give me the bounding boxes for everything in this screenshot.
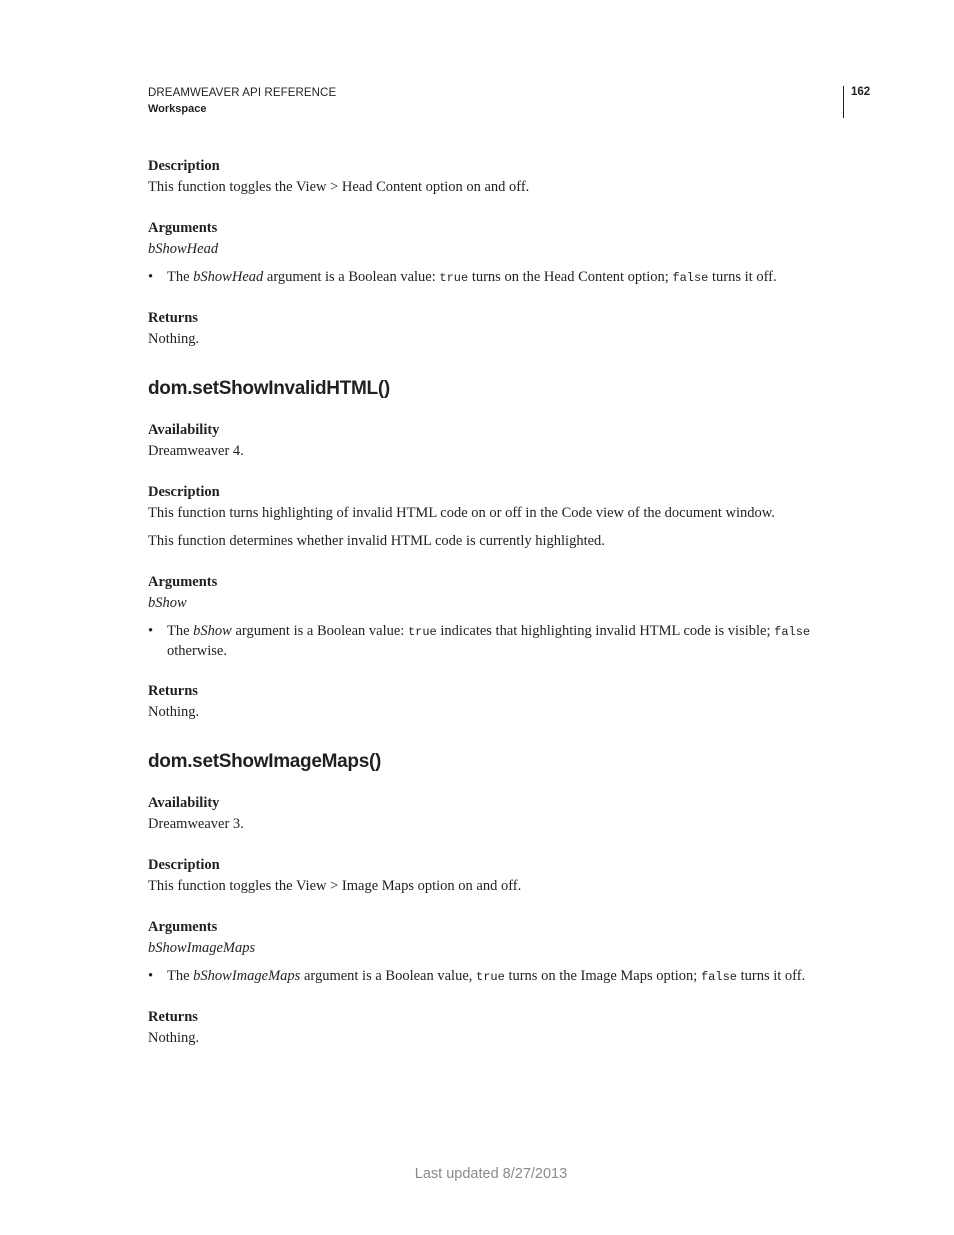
description-text: This function toggles the View > Image Maps option on and off.: [148, 878, 522, 894]
bullet-lead: The: [167, 623, 190, 639]
function-heading: dom.setShowInvalidHTML(): [148, 378, 390, 399]
page-number: 162: [851, 86, 871, 98]
argument-bullet: [148, 622, 838, 661]
description-text: This function turns highlighting of invalid HTML code on or off in the Code view of the document window.: [148, 505, 775, 521]
bullet-mark: •: [148, 623, 154, 639]
argument-name: bShowHead: [148, 241, 219, 257]
bullet-lead: The: [167, 968, 190, 984]
argument-bullet: [148, 268, 838, 288]
description-text: This function determines whether invalid HTML code is currently highlighted.: [148, 533, 605, 549]
bullet-arg: bShowImageMaps: [193, 968, 301, 984]
argument-bullet: [148, 967, 838, 987]
bullet-mark: •: [148, 968, 154, 984]
arguments-label: Arguments: [148, 220, 218, 236]
argument-name: bShow: [148, 595, 187, 611]
availability-label: Availability: [148, 795, 220, 811]
bullet-text: turns it off.: [736, 968, 806, 984]
arguments-label: Arguments: [148, 574, 218, 590]
bullet-arg: bShow: [193, 623, 232, 639]
argument-name: bShowImageMaps: [148, 940, 256, 956]
availability-text: Dreamweaver 3.: [148, 816, 244, 832]
description-text: This function toggles the View > Head Content option on and off.: [148, 179, 530, 195]
bullet-lead: The: [167, 269, 190, 285]
header-divider: [843, 86, 844, 118]
bullet-text: argument is a Boolean value:: [263, 269, 440, 285]
bullet-text: turns it off.: [708, 269, 777, 285]
code-false: false: [774, 625, 811, 639]
code-true: true: [476, 970, 505, 984]
availability-label: Availability: [148, 422, 220, 438]
returns-label: Returns: [148, 1009, 198, 1025]
bullet-arg: bShowHead: [193, 269, 264, 285]
code-false: false: [700, 970, 737, 984]
description-label: Description: [148, 158, 220, 174]
arguments-label: Arguments: [148, 919, 218, 935]
code-true: true: [407, 625, 437, 639]
returns-label: Returns: [148, 310, 198, 326]
bullet-mark: •: [148, 269, 154, 285]
code-false: false: [672, 271, 709, 285]
last-updated-footer: Last updated 8/27/2013: [414, 1166, 568, 1182]
function-heading: dom.setShowImageMaps(): [148, 751, 382, 772]
description-label: Description: [148, 857, 220, 873]
running-header-section: Workspace: [148, 103, 207, 115]
bullet-text: turns on the Image Maps option;: [504, 968, 701, 984]
code-true: true: [439, 271, 469, 285]
returns-text: Nothing.: [148, 704, 200, 720]
availability-text: Dreamweaver 4.: [148, 443, 244, 459]
bullet-text: otherwise.: [167, 643, 227, 659]
bullet-text: turns on the Head Content option;: [468, 269, 673, 285]
returns-label: Returns: [148, 683, 198, 699]
returns-text: Nothing.: [148, 1030, 200, 1046]
page-content: [148, 156, 838, 1049]
description-label: Description: [148, 484, 220, 500]
running-header-title: DREAMWEAVER API REFERENCE: [148, 87, 337, 99]
returns-text: Nothing.: [148, 331, 200, 347]
bullet-text: argument is a Boolean value,: [300, 968, 477, 984]
bullet-text: argument is a Boolean value:: [231, 623, 408, 639]
bullet-text: indicates that highlighting invalid HTML code is visible;: [436, 623, 775, 639]
